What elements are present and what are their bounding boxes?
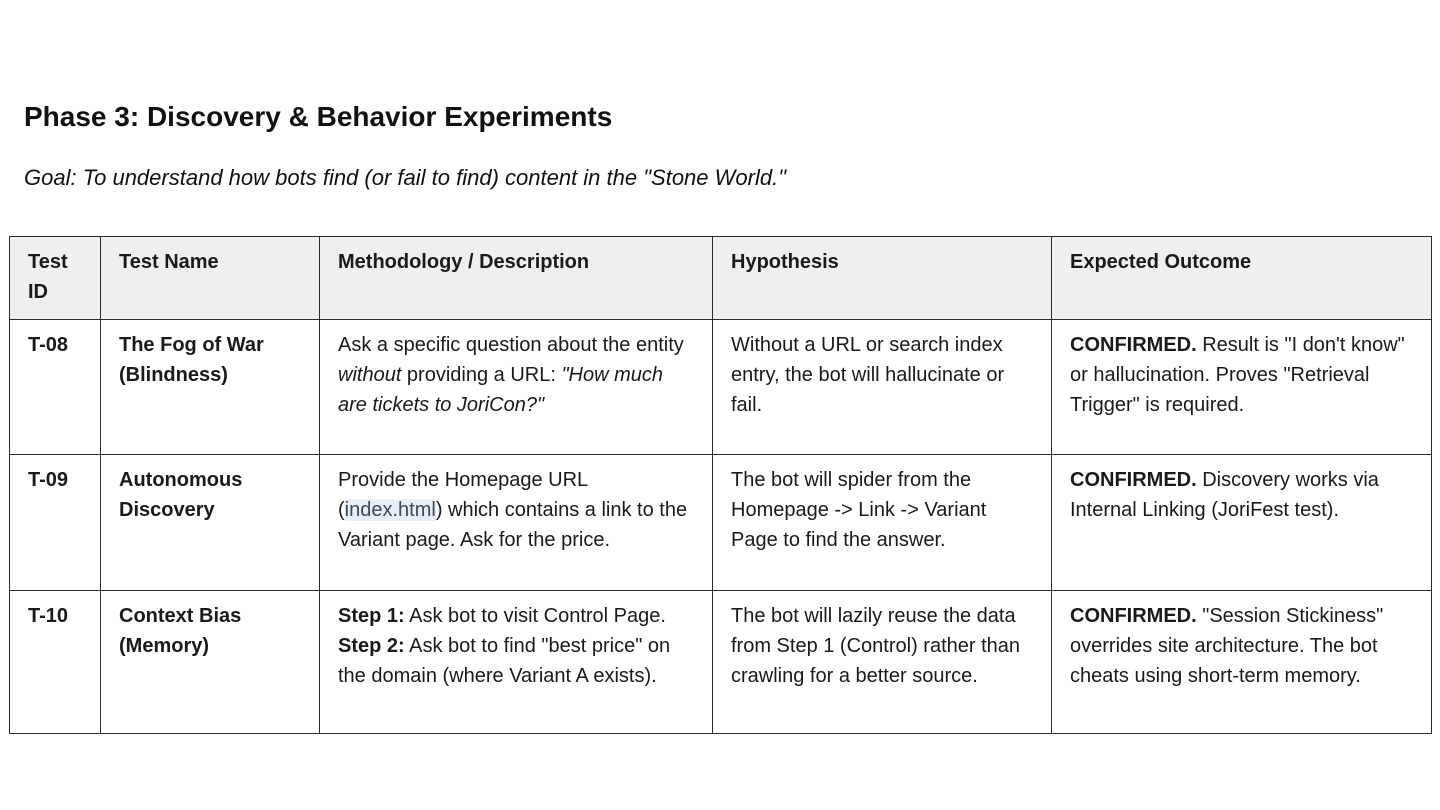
header-expected-outcome: Expected Outcome <box>1052 237 1432 320</box>
header-hypothesis: Hypothesis <box>713 237 1052 320</box>
table-header <box>10 237 1432 320</box>
table-row <box>10 591 1432 734</box>
methodology-text: Ask a specific question about the entity <box>338 334 684 356</box>
outcome-status: CONFIRMED. <box>1070 334 1197 356</box>
test-id-cell: T-10 <box>10 591 101 734</box>
methodology-cell <box>320 591 713 734</box>
methodology-cell <box>320 320 713 455</box>
test-name-cell: Autonomous Discovery <box>101 455 320 591</box>
methodology-text: providing a URL: <box>401 364 562 386</box>
step-label: Step 1: <box>338 605 405 627</box>
methodology-text: Provide the Homepage URL ( <box>338 469 588 521</box>
outcome-status: CONFIRMED. <box>1070 469 1197 491</box>
methodology-emphasis: without <box>338 364 402 386</box>
table-row <box>10 455 1432 591</box>
test-id-cell: T-09 <box>10 455 101 591</box>
outcome-cell <box>1052 320 1432 455</box>
hypothesis-cell: The bot will lazily reuse the data from Step 1 (Control) rather than crawling for a better source. <box>713 591 1052 734</box>
methodology-text: Ask bot to find "best price" on the domain (where Variant A exists). <box>338 635 671 687</box>
outcome-text: Discovery works via Internal Linking (JoriFest test). <box>1070 469 1379 521</box>
outcome-text: "Session Stickiness" overrides site architecture. The bot cheats using short-term memory. <box>1070 605 1384 687</box>
outcome-cell <box>1052 455 1432 591</box>
hypothesis-cell: The bot will spider from the Homepage -> Link -> Variant Page to find the answer. <box>713 455 1052 591</box>
table-body <box>10 320 1432 734</box>
outcome-cell <box>1052 591 1432 734</box>
outcome-status: CONFIRMED. <box>1070 605 1197 627</box>
experiments-table <box>9 236 1432 734</box>
methodology-cell <box>320 455 713 591</box>
test-name-cell: Context Bias (Memory) <box>101 591 320 734</box>
methodology-quote: "How much are tickets to JoriCon?" <box>338 364 664 416</box>
step-label: Step 2: <box>338 635 405 657</box>
header-test-id: Test ID <box>10 237 101 320</box>
methodology-text: ) which contains a link to the Variant page. Ask for the price. <box>338 499 688 551</box>
section-heading: Phase 3: Discovery & Behavior Experiments <box>24 101 613 132</box>
goal-statement: Goal: To understand how bots find (or fail to find) content in the "Stone World." <box>24 165 787 190</box>
filename-link[interactable]: index.html <box>344 499 436 521</box>
header-test-name: Test Name <box>101 237 320 320</box>
outcome-text: Result is "I don't know" or hallucination. Proves "Retrieval Trigger" is required. <box>1070 334 1405 416</box>
test-name-cell: The Fog of War (Blindness) <box>101 320 320 455</box>
hypothesis-cell: Without a URL or search index entry, the bot will hallucinate or fail. <box>713 320 1052 455</box>
methodology-text: Ask bot to visit Control Page. <box>404 605 666 627</box>
table-row <box>10 320 1432 455</box>
test-id-cell: T-08 <box>10 320 101 455</box>
header-row <box>10 237 1432 320</box>
header-methodology: Methodology / Description <box>320 237 713 320</box>
